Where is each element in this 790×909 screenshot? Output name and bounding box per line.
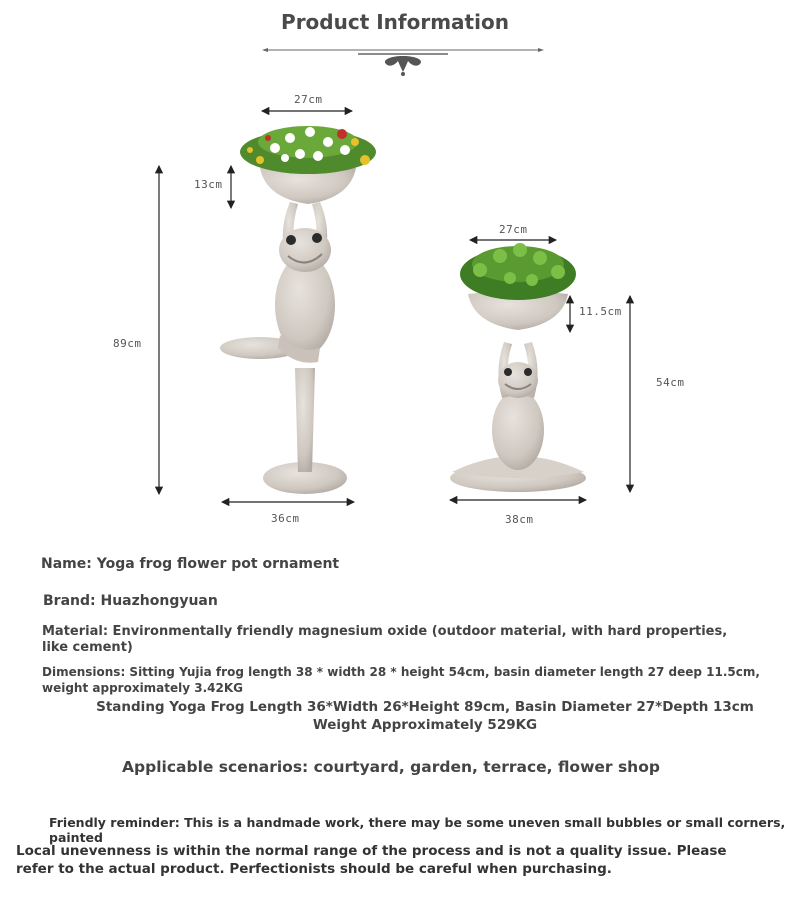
sitting-bowl-depth-label: 11.5cm xyxy=(579,305,622,318)
standing-top-width-label: 27cm xyxy=(294,93,323,106)
page-title: Product Information xyxy=(281,10,509,34)
standing-frog-illustration xyxy=(220,126,376,494)
product-material: Material: Environmentally friendly magnesium oxide (outdoor material, with hard properties, like cement) xyxy=(42,624,728,655)
quality-note: Local unevenness is within the normal range of the process and is not a quality issue. Please refer to the actual product. Perfectionists should be careful when purchasing. xyxy=(16,843,727,877)
product-dimensions: Dimensions: Sitting Yujia frog length 38 * width 28 * height 54cm, basin diameter length 27 deep 11.5cm, weight approximately 3.42KG xyxy=(42,665,760,695)
applicable-scenarios: Applicable scenarios: courtyard, garden, terrace, flower shop xyxy=(122,758,660,776)
sitting-base-width-label: 38cm xyxy=(505,513,534,526)
sitting-top-width-label: 27cm xyxy=(499,223,528,236)
standing-bowl-depth-label: 13cm xyxy=(194,178,223,191)
product-name: Name: Yoga frog flower pot ornament xyxy=(41,556,340,572)
standing-base-width-label: 36cm xyxy=(271,512,300,525)
product-brand: Brand: Huazhongyuan xyxy=(43,593,218,609)
standing-height-label: 89cm xyxy=(113,337,142,350)
standing-frog-specs: Standing Yoga Frog Length 36*Width 26*Height 89cm, Basin Diameter 27*Depth 13cm Weight Approximately 529KG xyxy=(96,699,754,733)
sitting-height-label: 54cm xyxy=(656,376,685,389)
sitting-frog-illustration xyxy=(450,243,586,492)
title-ornament xyxy=(262,44,544,78)
friendly-reminder: Friendly reminder: This is a handmade work, there may be some uneven small bubbles or small corners, painted xyxy=(49,815,786,845)
product-dimension-figure xyxy=(100,80,700,540)
